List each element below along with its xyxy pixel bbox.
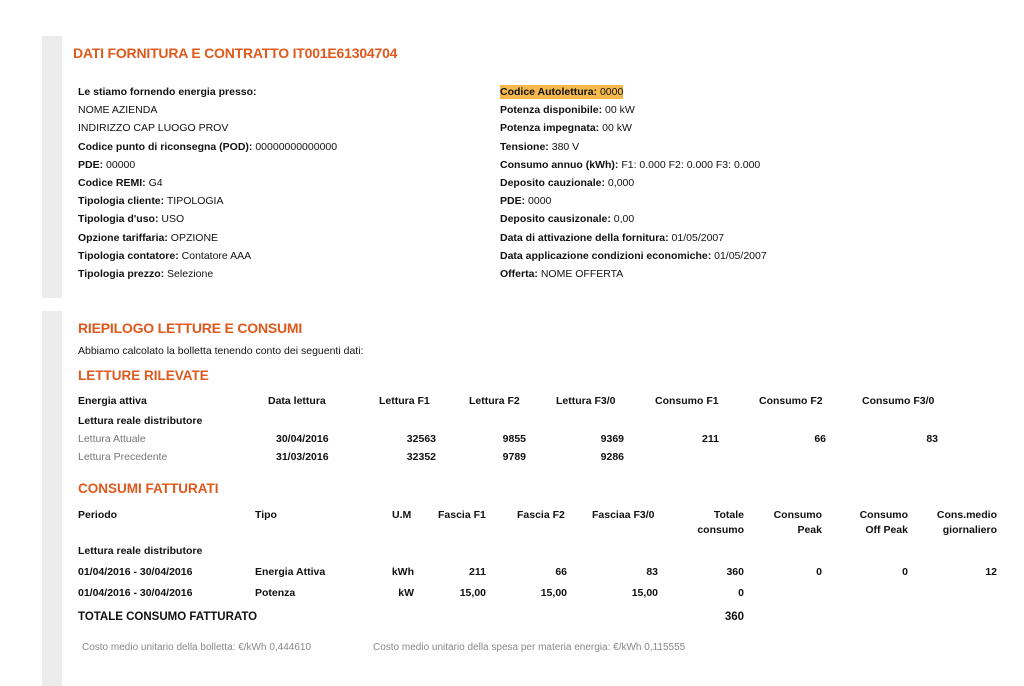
supply-field bbox=[500, 85, 623, 99]
letture-cell: 9369 bbox=[600, 433, 624, 445]
supply-field bbox=[78, 122, 228, 134]
consumi-group-label: Lettura reale distributore bbox=[78, 545, 203, 557]
supply-field-value: 00000000000000 bbox=[252, 140, 338, 153]
supply-field-label: Le stiamo fornendo energia presso: bbox=[78, 86, 257, 98]
supply-field-label: Deposito cauzionale: bbox=[500, 177, 606, 189]
total-consumption-label: TOTALE CONSUMO FATTURATO bbox=[78, 611, 258, 623]
supply-field-value: 01/05/2007 bbox=[668, 231, 725, 244]
supply-field-value: F1: 0.000 F2: 0.000 F3: 0.000 bbox=[618, 158, 761, 171]
supply-field-value: 00000 bbox=[103, 158, 136, 171]
supply-field-row bbox=[500, 104, 635, 116]
supply-field-value: TIPOLOGIA bbox=[164, 195, 224, 208]
letture-cell: 9286 bbox=[600, 451, 624, 463]
letture-row-name: Lettura Precedente bbox=[78, 451, 168, 463]
supply-field-label: Tipologia contatore: bbox=[78, 249, 179, 262]
letture-cell: 31/03/2016 bbox=[276, 451, 329, 463]
letture-header: Lettura F1 bbox=[379, 395, 430, 407]
supply-field bbox=[78, 177, 163, 189]
supply-field-value: 380 V bbox=[548, 140, 580, 153]
consumi-cell: 01/04/2016 - 30/04/2016 bbox=[78, 566, 193, 578]
supply-field-label: Tipologia d'uso: bbox=[78, 213, 159, 226]
supply-field-row bbox=[78, 177, 163, 189]
consumi-cell: 12 bbox=[985, 566, 997, 578]
supply-field-value: Contatore AAA bbox=[178, 249, 252, 262]
supply-field-label: Deposito causizonale: bbox=[500, 213, 611, 226]
supply-field-label: Data applicazione condizioni economiche: bbox=[500, 249, 712, 262]
supply-field-row bbox=[78, 232, 218, 244]
consumi-cell: 15,00 bbox=[631, 587, 658, 599]
supply-field-value: Selezione bbox=[164, 268, 214, 280]
supply-field-label: Potenza impegnata: bbox=[500, 122, 600, 135]
consumi-header: Periodo bbox=[78, 509, 118, 521]
consumi-cell: 0 bbox=[738, 587, 744, 599]
letture-row-name: Lettura Attuale bbox=[78, 433, 146, 445]
supply-field-row bbox=[78, 86, 257, 98]
supply-field-row bbox=[500, 177, 634, 189]
consumi-cell: 0 bbox=[902, 566, 908, 578]
supply-field-row bbox=[500, 250, 767, 262]
supply-field-value: OPZIONE bbox=[167, 231, 219, 244]
supply-field bbox=[78, 86, 257, 98]
consumi-cell: 0 bbox=[816, 566, 822, 578]
consumi-cell: 83 bbox=[646, 566, 658, 578]
total-consumption-value: 360 bbox=[724, 611, 744, 623]
letture-group-label: Lettura reale distributore bbox=[78, 415, 203, 427]
supply-field bbox=[500, 159, 760, 171]
consumi-cell: 66 bbox=[555, 566, 567, 578]
supply-field bbox=[500, 213, 634, 225]
supply-field bbox=[500, 232, 724, 244]
letture-cell: 9855 bbox=[502, 433, 526, 445]
consumi-cell: kWh bbox=[391, 566, 414, 578]
supply-field bbox=[78, 141, 337, 153]
consumi-cell: Energia Attiva bbox=[255, 566, 326, 578]
supply-field-value: NOME AZIENDA bbox=[78, 104, 158, 117]
letture-header: Energia attiva bbox=[78, 395, 147, 407]
supply-field-label: Codice punto di riconsegna (POD): bbox=[78, 140, 253, 153]
consumi-header: Consumo bbox=[859, 509, 908, 521]
supply-field-label: Opzione tariffaria: bbox=[78, 231, 168, 244]
supply-field bbox=[500, 268, 623, 280]
supply-field-row bbox=[500, 213, 634, 225]
supply-field-value: 00 kW bbox=[602, 104, 635, 117]
supply-field-value: G4 bbox=[145, 177, 163, 189]
supply-field-label: Consumo annuo (kWh): bbox=[500, 158, 619, 171]
supply-field bbox=[78, 232, 218, 244]
consumi-cell: 15,00 bbox=[540, 587, 567, 599]
supply-field bbox=[500, 195, 551, 207]
supply-field bbox=[500, 122, 632, 134]
supply-field-label: Tipologia prezzo: bbox=[78, 268, 165, 280]
supply-field-row bbox=[500, 86, 623, 98]
supply-field-label: Tipologia cliente: bbox=[78, 195, 165, 208]
letture-header: Consumo F1 bbox=[655, 395, 719, 407]
supply-field-row bbox=[500, 141, 579, 153]
bill-average-cost: Costo medio unitario della bolletta: €/kWh 0,444610 bbox=[82, 642, 312, 653]
supply-field-value: 0000 bbox=[597, 86, 624, 98]
section-side-bar bbox=[42, 311, 62, 686]
letture-cell: 32563 bbox=[406, 433, 436, 445]
consumi-header: Fasciaa F3/0 bbox=[592, 509, 655, 521]
supply-field-row bbox=[78, 141, 337, 153]
supply-field-label: Codice REMI: bbox=[78, 177, 146, 189]
supply-field-row bbox=[78, 122, 228, 134]
supply-field-row bbox=[78, 104, 157, 116]
supply-field-value: 0,000 bbox=[605, 177, 635, 189]
supply-field bbox=[78, 159, 135, 171]
consumi-cell: 01/04/2016 - 30/04/2016 bbox=[78, 587, 193, 599]
consumi-header: Totale bbox=[713, 509, 744, 521]
supply-field-row bbox=[78, 213, 184, 225]
supply-field-row bbox=[500, 268, 623, 280]
consumi-header: Fascia F2 bbox=[517, 509, 565, 521]
supply-field-row bbox=[78, 195, 223, 207]
energy-average-cost: Costo medio unitario della spesa per materia energia: €/kWh 0,115555 bbox=[373, 642, 686, 653]
supply-field bbox=[500, 177, 634, 189]
supply-field-value: 00 kW bbox=[599, 122, 632, 135]
supply-field bbox=[78, 195, 223, 207]
consumi-cell: kW bbox=[398, 587, 414, 599]
letture-rilevate-title: LETTURE RILEVATE bbox=[78, 368, 209, 383]
supply-field bbox=[78, 213, 184, 225]
letture-header: Consumo F3/0 bbox=[862, 395, 935, 407]
supply-field-label: Tensione: bbox=[500, 140, 549, 153]
supply-field bbox=[78, 268, 213, 280]
consumi-cell: 360 bbox=[726, 566, 744, 578]
supply-field bbox=[500, 141, 579, 153]
consumi-fatturati-title: CONSUMI FATTURATI bbox=[78, 481, 219, 496]
consumi-header: giornaliero bbox=[942, 524, 997, 536]
consumi-cell: 15,00 bbox=[459, 587, 486, 599]
letture-cell: 30/04/2016 bbox=[276, 433, 329, 445]
letture-cell: 211 bbox=[702, 433, 719, 445]
supply-field-row bbox=[500, 195, 551, 207]
supply-field-row bbox=[500, 232, 724, 244]
supply-field bbox=[500, 250, 767, 262]
supply-field-value: 0000 bbox=[525, 195, 552, 208]
consumi-header: Tipo bbox=[255, 509, 277, 521]
letture-cell: 83 bbox=[926, 433, 938, 445]
consumi-header: Cons.medio bbox=[936, 509, 997, 521]
section-side-bar bbox=[42, 36, 62, 298]
supply-field-row bbox=[500, 122, 632, 134]
supply-field-label: PDE: bbox=[78, 158, 104, 171]
letture-cell: 32352 bbox=[406, 451, 436, 463]
letture-header: Data lettura bbox=[268, 395, 326, 407]
consumi-header: Off Peak bbox=[865, 524, 908, 536]
letture-cell: 66 bbox=[814, 433, 826, 445]
consumi-header: consumo bbox=[697, 524, 744, 536]
letture-header: Consumo F2 bbox=[759, 395, 823, 407]
supply-field bbox=[500, 104, 635, 116]
letture-header: Lettura F2 bbox=[469, 395, 520, 407]
supply-field-row bbox=[500, 159, 760, 171]
supply-field-label: PDE: bbox=[500, 195, 526, 208]
supply-field-label: Offerta: bbox=[500, 268, 538, 280]
supply-field-value: 01/05/2007 bbox=[711, 249, 767, 262]
consumi-header: Peak bbox=[797, 524, 822, 536]
supply-field-row bbox=[78, 268, 213, 280]
supply-field-row bbox=[78, 250, 251, 262]
supply-field-label: Codice Autolettura: bbox=[500, 86, 598, 98]
supply-field-label: Potenza disponibile: bbox=[500, 104, 603, 117]
supply-field-value: 0,00 bbox=[610, 213, 635, 226]
supply-field-value: USO bbox=[158, 213, 185, 226]
consumi-header: Fascia F1 bbox=[438, 509, 486, 521]
supply-field-row bbox=[78, 159, 135, 171]
consumi-header: Consumo bbox=[773, 509, 822, 521]
supply-field-value: NOME OFFERTA bbox=[537, 268, 624, 280]
consumi-cell: 211 bbox=[469, 566, 486, 578]
supply-field bbox=[78, 104, 157, 116]
consumi-header: U.M bbox=[392, 509, 412, 521]
supply-contract-title: DATI FORNITURA E CONTRATTO IT001E61304704 bbox=[73, 45, 398, 61]
supply-field-value: INDIRIZZO CAP LUOGO PROV bbox=[78, 122, 229, 135]
readings-summary-intro: Abbiamo calcolato la bolletta tenendo conto dei seguenti dati: bbox=[78, 345, 364, 357]
supply-field-label: Data di attivazione della fornitura: bbox=[500, 231, 669, 244]
readings-summary-title: RIEPILOGO LETTURE E CONSUMI bbox=[78, 320, 303, 336]
letture-cell: 9789 bbox=[502, 451, 526, 463]
letture-header: Lettura F3/0 bbox=[556, 395, 616, 407]
consumi-cell: Potenza bbox=[255, 587, 296, 599]
supply-field bbox=[78, 250, 251, 262]
